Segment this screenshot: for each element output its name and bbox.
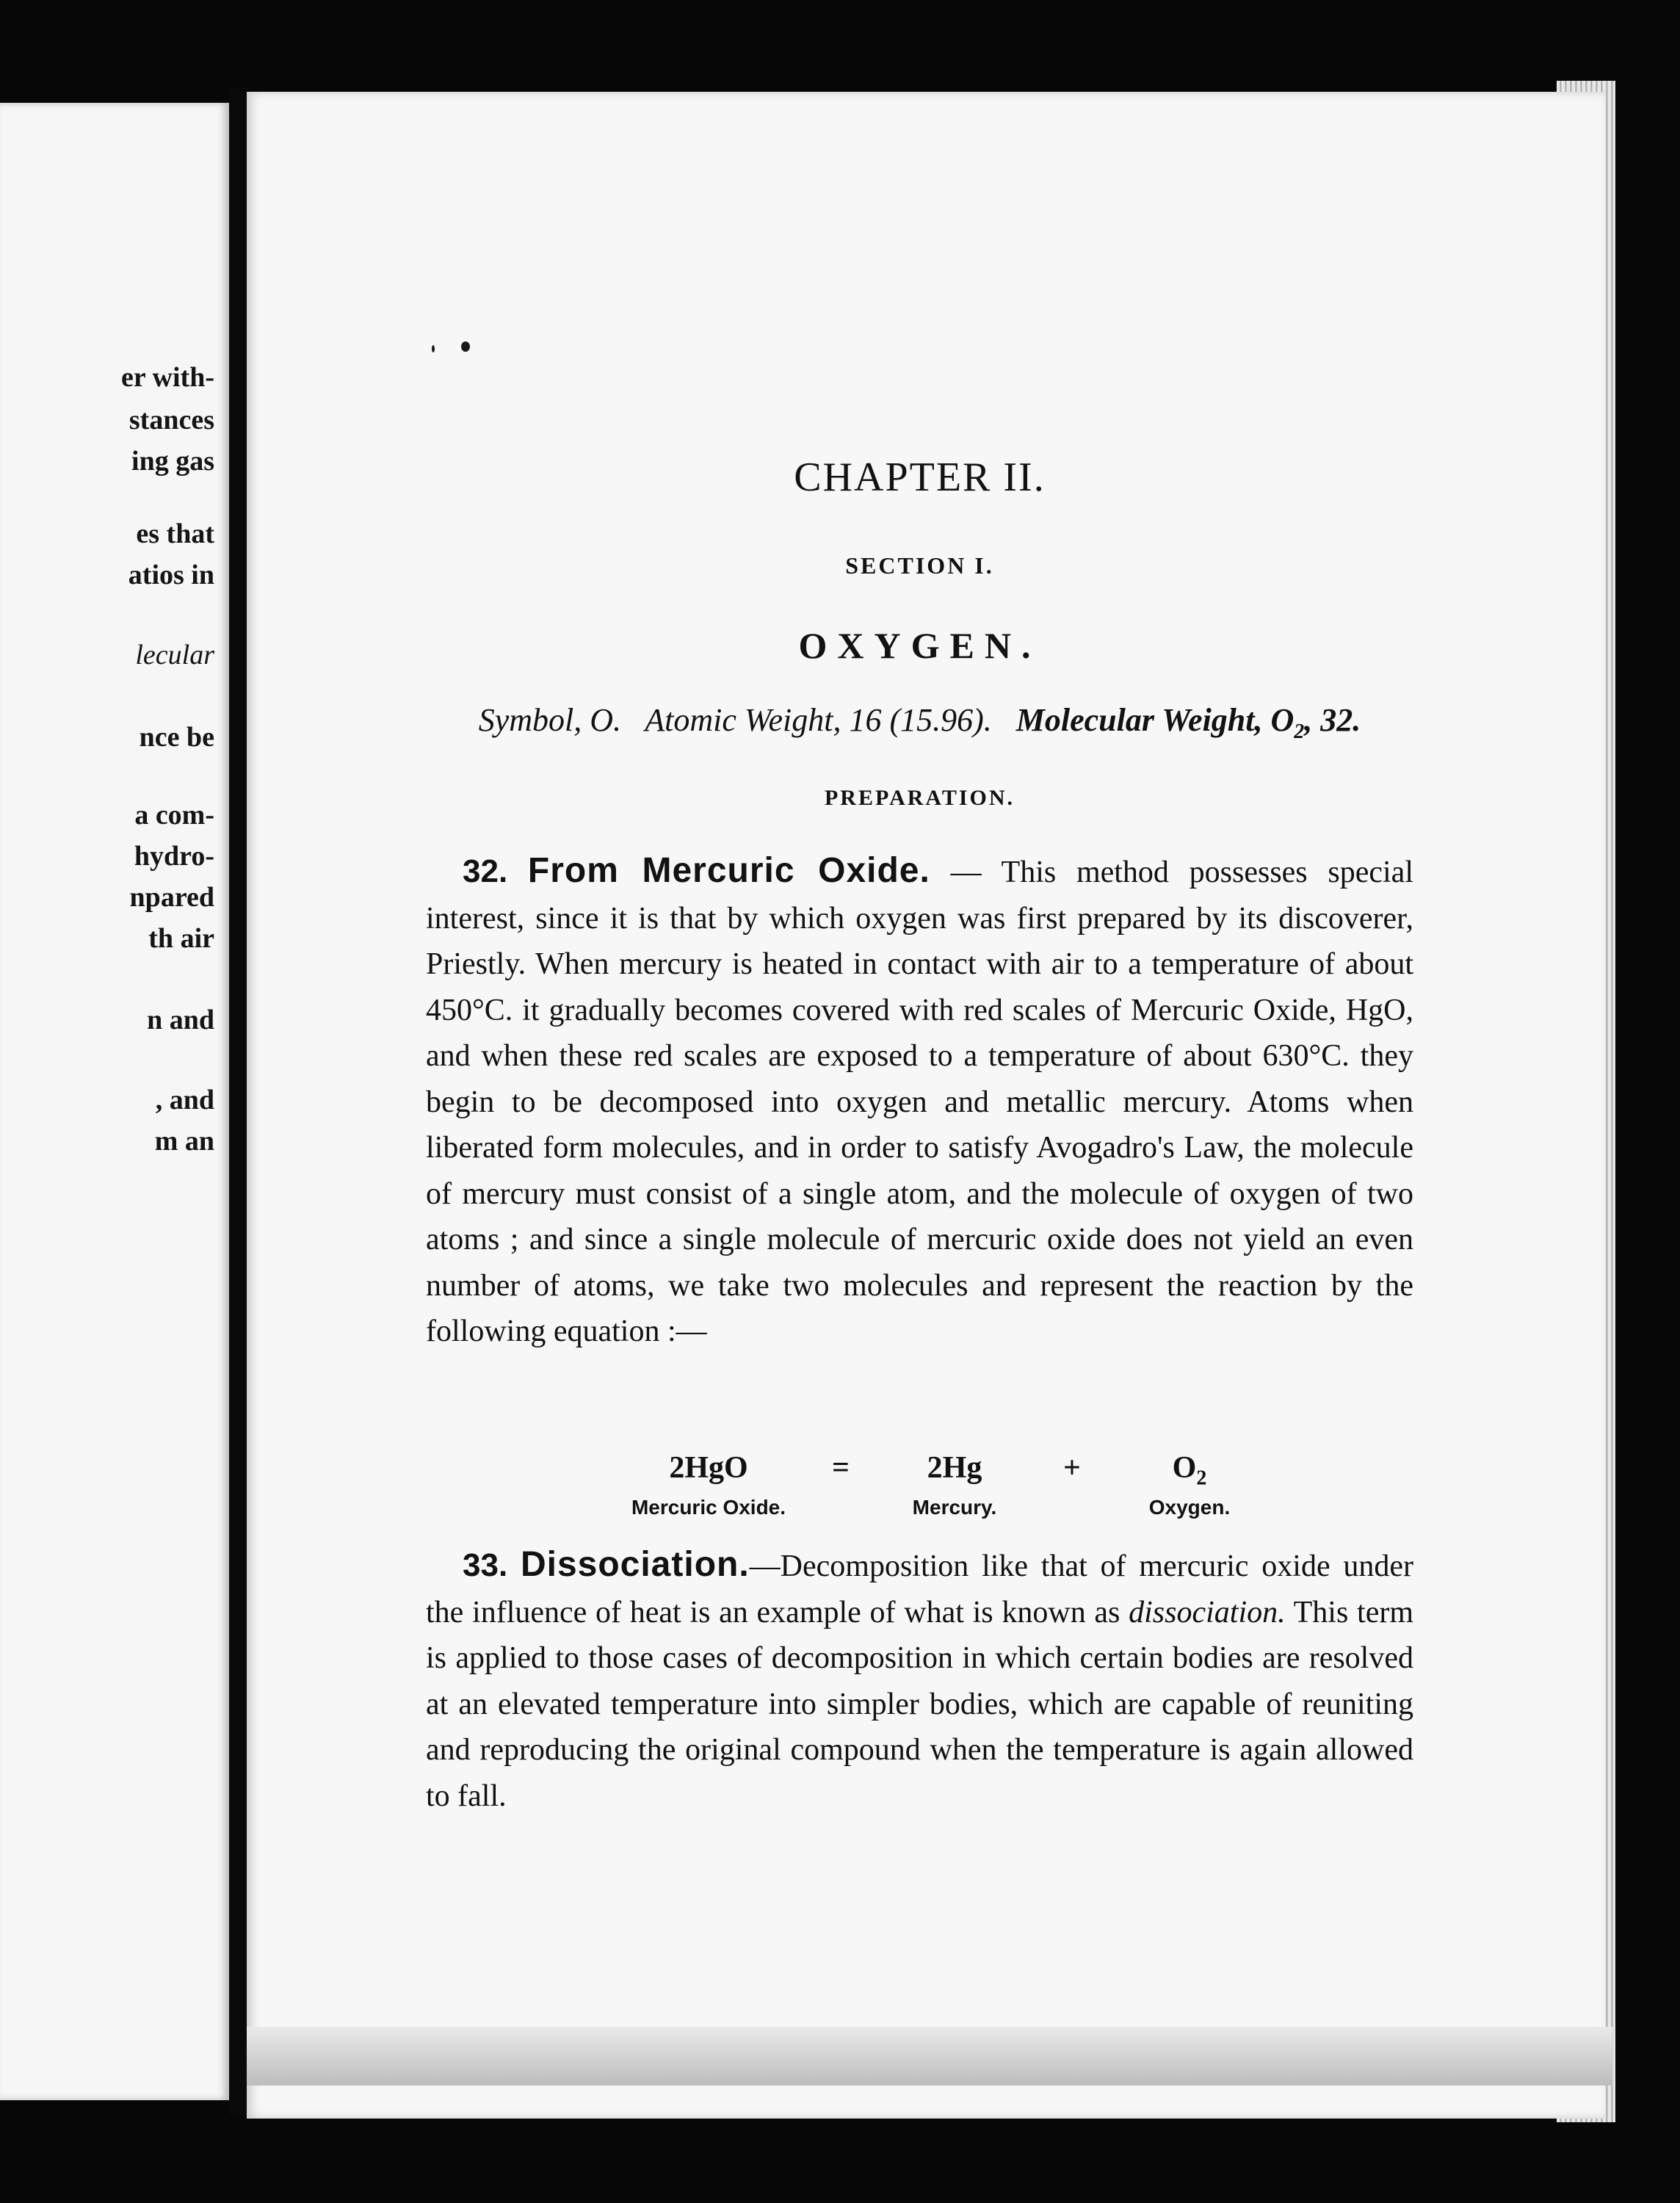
left-page-line: npared: [129, 882, 214, 913]
preparation-heading: PREPARATION.: [824, 786, 1015, 810]
molecular-weight-subscript: 2: [1294, 720, 1305, 743]
left-page-line: er with-: [121, 362, 214, 393]
molecular-weight-suffix: , 32.: [1304, 702, 1361, 738]
oxygen-symbol: O: [1172, 1451, 1197, 1485]
left-page-line: n and: [147, 1005, 214, 1035]
paragraph-number: 33.: [463, 1547, 508, 1583]
left-page-line: atios in: [128, 560, 214, 590]
oxygen-subscript: 2: [1196, 1466, 1207, 1490]
left-page-line: nce be: [139, 722, 214, 753]
molecular-weight-prefix: Molecular Weight, O: [1015, 702, 1295, 738]
left-page-line: a com-: [134, 800, 214, 831]
page-bottom-edge: [247, 2027, 1612, 2086]
element-heading: OXYGEN.: [798, 625, 1041, 666]
left-page-line: lecular: [135, 640, 214, 670]
paragraph-heading: Dissociation.: [520, 1545, 750, 1584]
ink-speck: [461, 341, 470, 352]
atomic-weight-text: Atomic Weight, 16 (15.96).: [645, 702, 992, 738]
paragraph-33: [426, 1542, 1413, 1819]
chemical-equation: [426, 1450, 1413, 1531]
ink-speck: [432, 345, 435, 352]
italic-term: dissociation.: [1129, 1595, 1286, 1629]
left-page-line: hydro-: [134, 841, 214, 872]
equation-rhs-mercury: 2Hg: [927, 1451, 982, 1485]
left-page-line: th air: [148, 923, 214, 954]
label-mercury: Mercury.: [912, 1496, 997, 1519]
molecular-weight-text: [1015, 702, 1361, 743]
paragraph-number: 32.: [463, 853, 508, 889]
chapter-title: CHAPTER II.: [794, 455, 1046, 500]
left-page-fragment: [0, 103, 229, 2100]
left-page-line: es that: [136, 518, 214, 549]
paragraph-body: — This method possesses special interest, since it is that by which oxygen was first prepared by its discoverer, Priestly. When mercury is heated in contact with air to a temperature of about 450°C. it gradually becomes covered with red scales of Mercuric Oxide, HgO, and when these red scales are exposed to a temperature of about 630°C. they begin to be decomposed into oxygen and metallic mercury. Atoms when liberated form molecules, and in order to satisfy Avogadro's Law, the molecule of mercury must consist of a single atom, and the molecule of oxygen of two atoms ; and since a single molecule of mercuric oxide does not yield an even number of atoms, we take two molecules and represent the reaction by the following equation :—: [426, 855, 1413, 1348]
symbol-text: Symbol, O.: [478, 702, 622, 738]
paragraph-32: [426, 848, 1413, 1355]
paragraph-heading: From Mercuric Oxide.: [527, 851, 930, 890]
left-page-line: m an: [154, 1126, 214, 1157]
left-page-line: stances: [128, 405, 214, 435]
equation-plus: +: [1063, 1451, 1081, 1485]
symbol-weights-line: [426, 701, 1413, 744]
equation-rhs-oxygen: [1131, 1450, 1248, 1490]
label-oxygen: Oxygen.: [1148, 1496, 1231, 1519]
paragraph-body-start: —Decomposition like that of mercuric oxide under the influence of heat is an example of what is known as: [426, 1549, 1413, 1629]
left-page-line: , and: [155, 1085, 214, 1115]
paragraph-body-end: This term is applied to those cases of decomposition in which certain bodies are resolved at an elevated temperature into simpler bodies, which are capable of reuniting and reproducing the original compound when the temperature is again allowed to fall.: [426, 1595, 1413, 1813]
section-heading: SECTION I.: [845, 552, 994, 579]
equation-lhs: 2HgO: [669, 1451, 748, 1485]
equation-equals: =: [832, 1451, 850, 1485]
left-page-line: ing gas: [131, 446, 214, 477]
label-mercuric-oxide: Mercuric Oxide.: [631, 1496, 786, 1519]
